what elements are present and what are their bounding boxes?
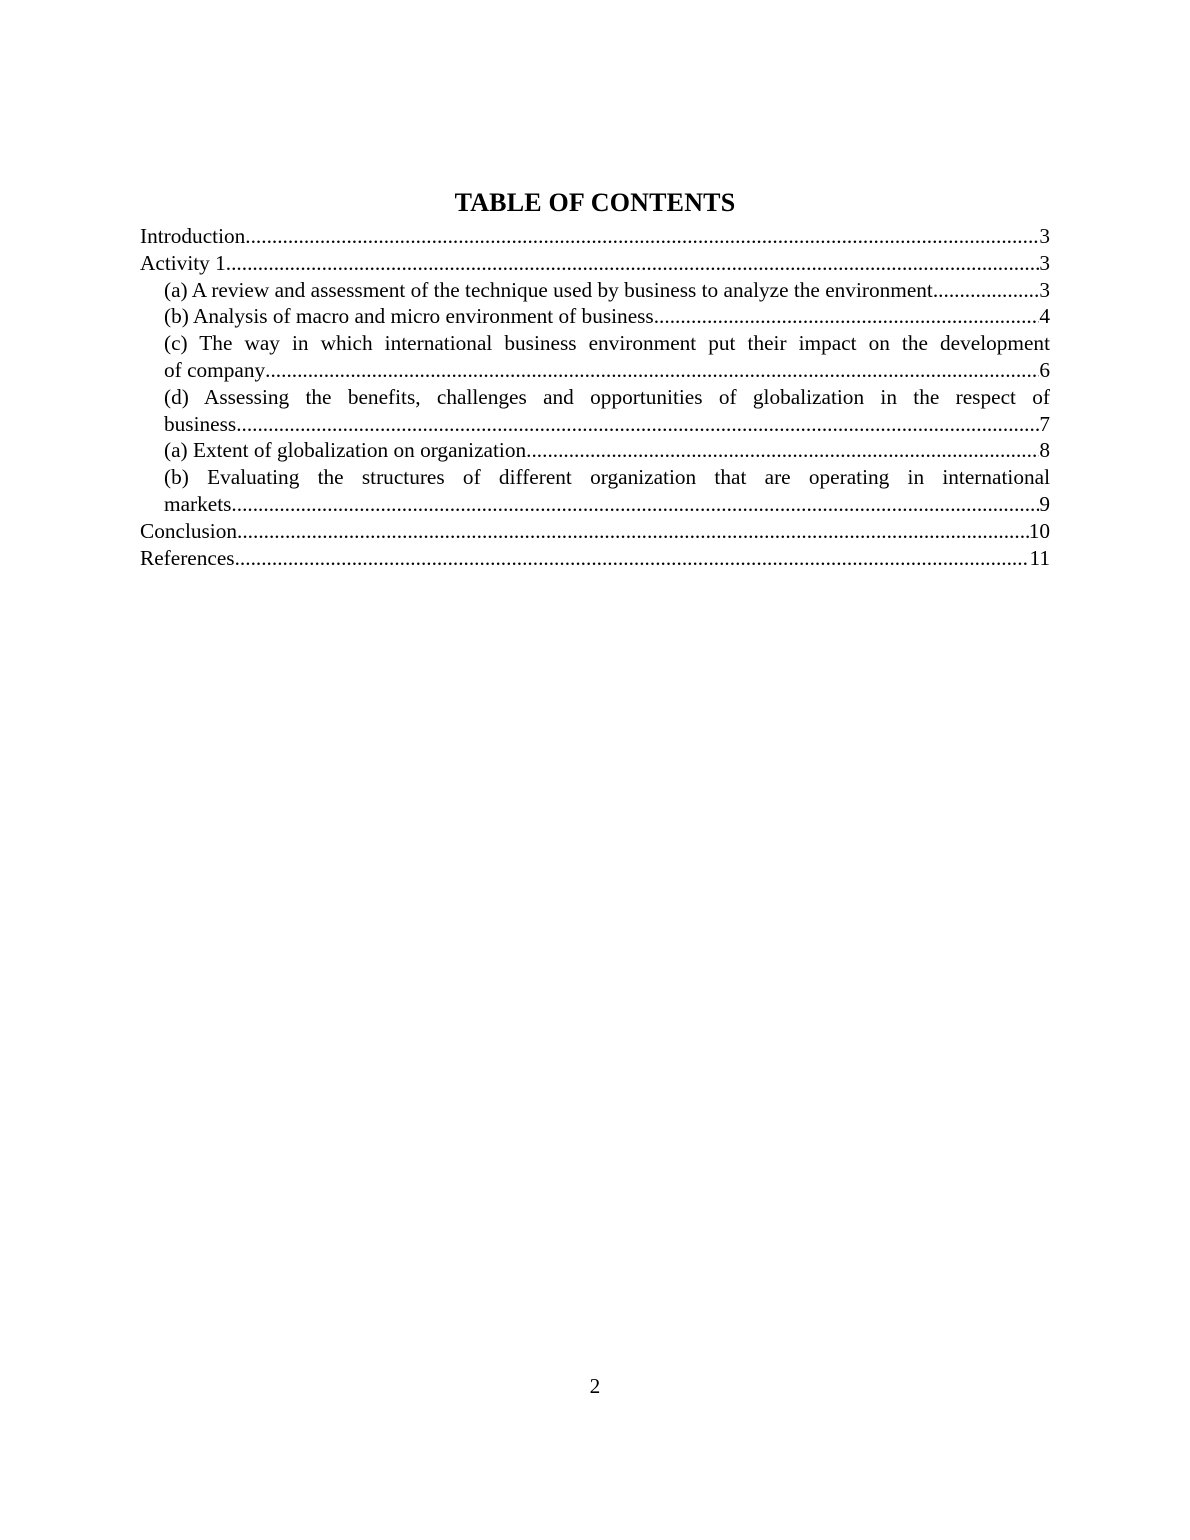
toc-entry-label: References bbox=[140, 545, 235, 570]
toc-entry-page: 9 bbox=[1039, 491, 1050, 516]
dot-leader bbox=[237, 518, 1029, 545]
table-of-contents bbox=[140, 223, 1050, 571]
toc-entry-page: 7 bbox=[1039, 411, 1050, 436]
toc-entry-page: 3 bbox=[1039, 277, 1050, 302]
toc-entry-activity-1[interactable] bbox=[140, 250, 1050, 277]
toc-title: TABLE OF CONTENTS bbox=[454, 188, 736, 217]
dot-leader bbox=[933, 277, 1040, 304]
toc-entry-page: 3 bbox=[1039, 224, 1050, 248]
dot-leader bbox=[231, 491, 1039, 518]
toc-entry-label: (a) Extent of globalization on organization bbox=[164, 438, 527, 463]
toc-entry-page: 4 bbox=[1039, 304, 1050, 329]
dot-leader bbox=[236, 411, 1039, 438]
dot-leader bbox=[654, 303, 1040, 330]
toc-entry-label: Introduction bbox=[140, 224, 246, 248]
toc-entry-globalization-extent[interactable] bbox=[140, 437, 1050, 464]
toc-entry-page: 10 bbox=[1028, 518, 1050, 543]
toc-entry-globalization-benefits[interactable] bbox=[140, 384, 1050, 438]
toc-entry-label-line1: (c) The way in which international business environment put their impact on the development bbox=[164, 331, 1050, 356]
dot-leader bbox=[235, 545, 1030, 572]
toc-entry-organization-structures[interactable] bbox=[140, 464, 1050, 518]
toc-entry-label: Conclusion bbox=[140, 518, 238, 543]
toc-entry-page: 11 bbox=[1029, 545, 1050, 570]
toc-entry-page: 3 bbox=[1039, 250, 1050, 275]
toc-entry-label-line2: markets bbox=[164, 491, 232, 516]
toc-entry-technique-review[interactable] bbox=[140, 277, 1050, 304]
toc-entry-macro-micro-analysis[interactable] bbox=[140, 303, 1050, 330]
toc-entry-label-line1: (b) Evaluating the structures of different organization that are operating in international bbox=[164, 465, 1050, 490]
toc-entry-introduction[interactable] bbox=[140, 223, 1050, 250]
toc-entry-page: 6 bbox=[1039, 357, 1050, 382]
page-number: 2 bbox=[589, 1374, 601, 1398]
toc-entry-label: (a) A review and assessment of the technique used by business to analyze the environment bbox=[164, 277, 933, 302]
toc-entry-conclusion[interactable] bbox=[140, 518, 1050, 545]
toc-entry-label: Activity 1 bbox=[140, 250, 226, 275]
dot-leader bbox=[226, 250, 1040, 277]
dot-leader bbox=[265, 357, 1039, 384]
toc-entry-label-line2: of company bbox=[164, 357, 266, 382]
toc-entry-international-impact[interactable] bbox=[140, 330, 1050, 384]
toc-entry-label-line2: business bbox=[164, 411, 237, 436]
toc-entry-page: 8 bbox=[1039, 438, 1050, 463]
toc-entry-label-line1: (d) Assessing the benefits, challenges and opportunities of globalization in the respect of bbox=[164, 384, 1050, 409]
dot-leader bbox=[245, 223, 1039, 250]
toc-entry-label: (b) Analysis of macro and micro environment of business bbox=[164, 304, 654, 329]
dot-leader bbox=[526, 437, 1039, 464]
toc-entry-references[interactable] bbox=[140, 545, 1050, 572]
